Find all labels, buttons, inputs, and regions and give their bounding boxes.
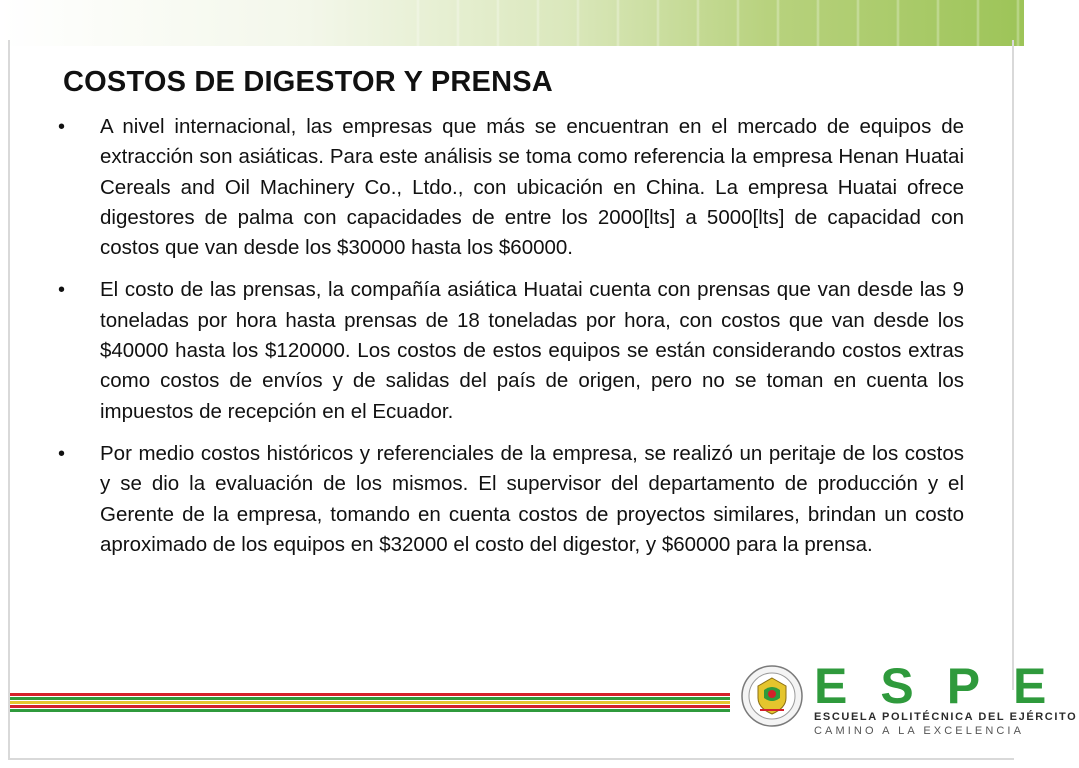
espe-logo [814, 658, 1079, 737]
bullet-text: A nivel internacional, las empresas que más se encuentran en el mercado de equipos de extracción son asiáticas. Para este análisis se toma como referencia la empresa Henan Huatai Cereals and Oil Machinery Co., Ltdo., con ubicación en China. La empresa Huatai ofrece digestores de palma con capacidades de entre los 2000[lts] a 5000[lts] de capacidad con costos que van desde los $30000 hasta los $60000. [100, 115, 964, 260]
bullet-text: El costo de las prensas, la compañía asiática Huatai cuenta con prensas que van desde las 9 toneladas por hora hasta prensas de 18 toneladas por hora, con costos que van desde los $40000 hasta los $120000. Los costos de estos equipos se están considerando costos extras como costos de envíos y de salidas del país de origen, pero no se toman en cuenta los impuestos de recepción en el Ecuador. [100, 278, 964, 423]
bullet-icon: • [58, 279, 66, 302]
bullet-text: Por medio costos históricos y referenciales de la empresa, se realizó un peritaje de los costos y se dio la evaluación de los mismos. El supervisor del departamento de producción y el Gerente de la empresa, tomando en cuenta costos de proyectos similares, brindan un costo aproximado de los equipos en $32000 el costo del digestor, y $60000 para la prensa. [100, 441, 964, 556]
bullet-icon: • [58, 116, 66, 138]
header-banner-pattern [380, 0, 1024, 46]
university-seal-icon [740, 664, 804, 728]
footer-stripe-red [10, 705, 730, 708]
bullet-item-international-market [58, 112, 964, 263]
slide-title: COSTOS DE DIGESTOR Y PRENSA [63, 66, 553, 98]
bullet-list [58, 112, 964, 572]
institution-name: ESCUELA POLITÉCNICA DEL EJÉRCITO [814, 711, 1078, 723]
institution-motto: CAMINO A LA EXCELENCIA [814, 725, 1025, 737]
brand-name: ESPE [814, 658, 1079, 714]
footer-stripe-green [10, 697, 730, 700]
bottom-border [8, 758, 1014, 760]
left-border [8, 40, 10, 760]
right-border [1012, 40, 1014, 690]
footer-stripe-green [10, 709, 730, 712]
footer-stripe-red [10, 693, 730, 696]
bullet-icon: • [58, 442, 66, 465]
bullet-item-historical-costs [58, 439, 964, 560]
footer-stripe-yellow [10, 701, 730, 704]
bullet-item-press-costs [58, 275, 964, 426]
